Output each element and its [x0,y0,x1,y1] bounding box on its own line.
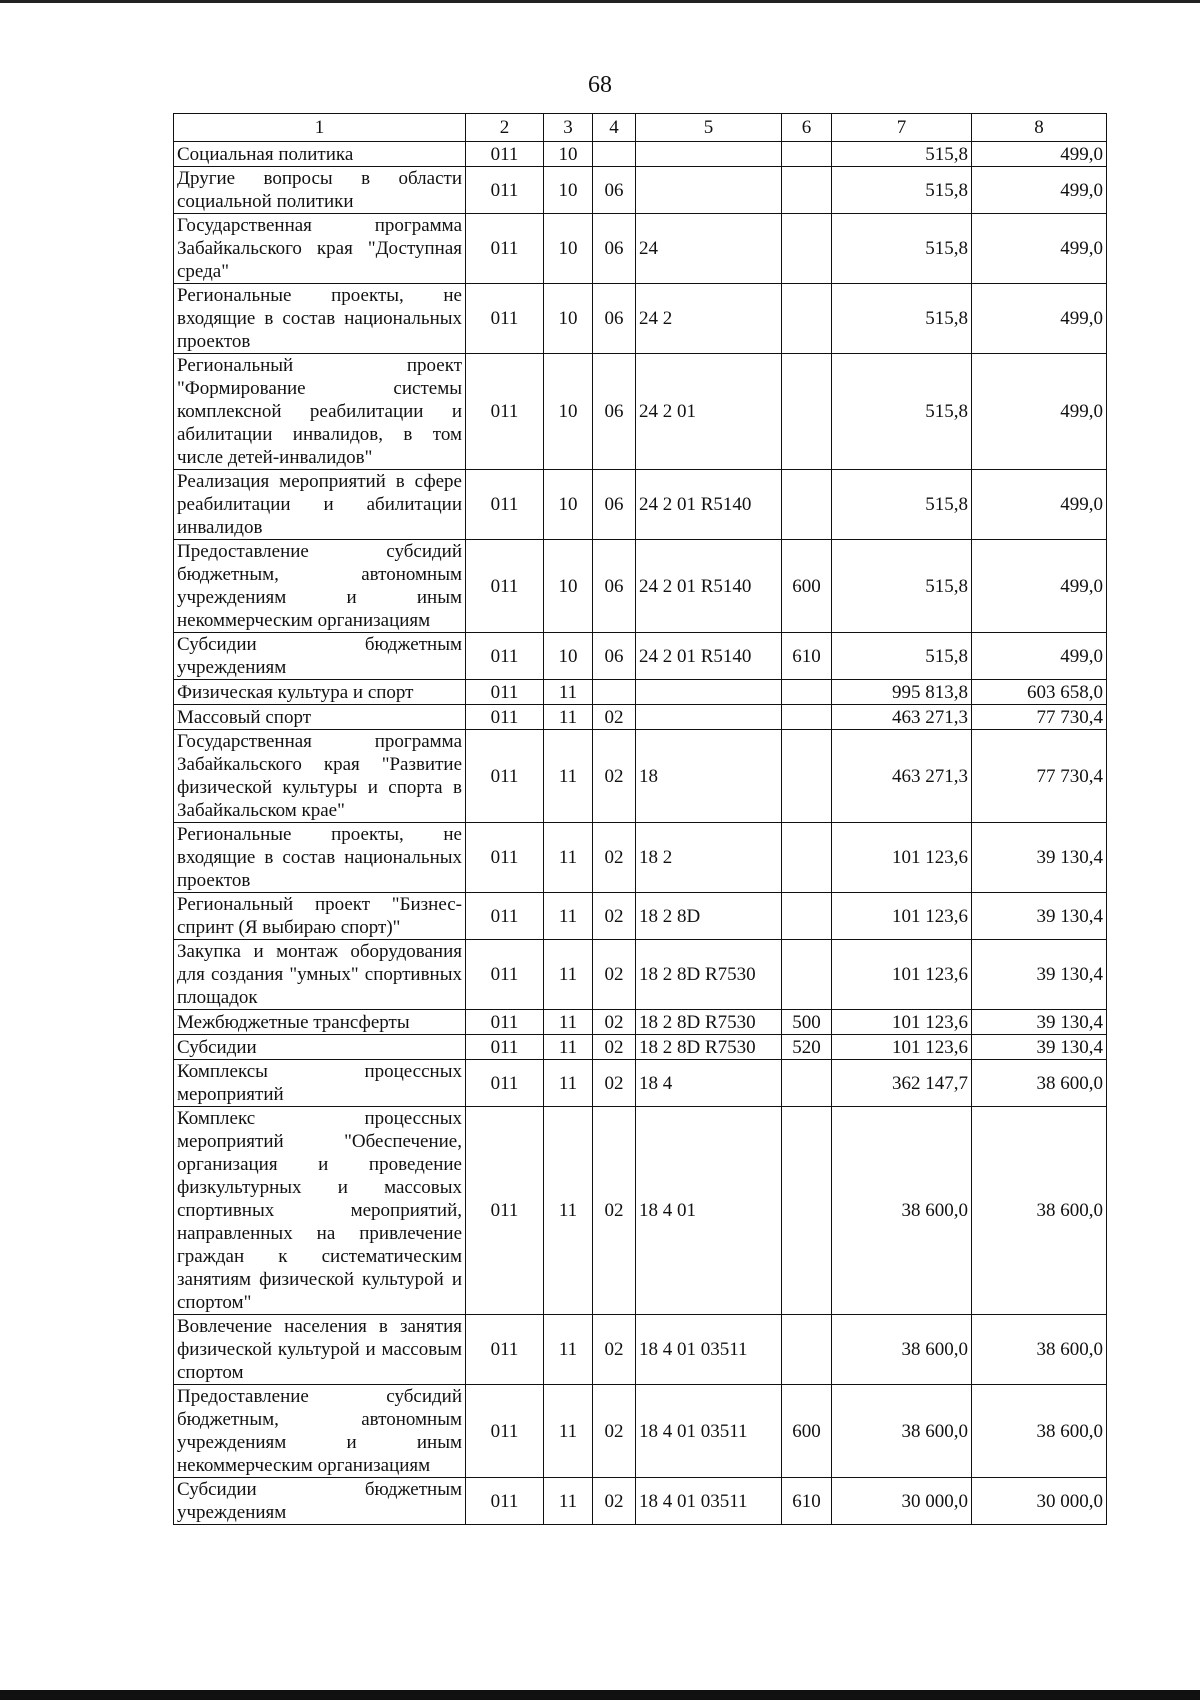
row-description: Региональные проекты, не входящие в состав национальных проектов [174,823,466,893]
col6-expense-type [782,680,832,705]
column-header: 2 [466,114,544,142]
row-description: Предоставление субсидий бюджетным, автономным учреждениям и иным некоммерческим организациям [174,540,466,633]
col4-subsection: 06 [593,214,636,284]
row-description: Государственная программа Забайкальского края "Доступная среда" [174,214,466,284]
col7-amount: 38 600,0 [832,1107,972,1315]
col4-subsection: 02 [593,1478,636,1525]
col5-target-article: 18 4 01 03511 [636,1478,782,1525]
col8-amount: 77 730,4 [972,705,1107,730]
col6-expense-type [782,730,832,823]
row-description: Другие вопросы в области социальной политики [174,167,466,214]
col3-section: 10 [544,354,593,470]
col2-code: 011 [466,214,544,284]
col7-amount: 101 123,6 [832,823,972,893]
col4-subsection [593,680,636,705]
row-description: Вовлечение населения в занятия физической культурой и массовым спортом [174,1315,466,1385]
col6-expense-type: 520 [782,1035,832,1060]
col7-amount: 995 813,8 [832,680,972,705]
table-row [174,730,1107,823]
table-row [174,1010,1107,1035]
col7-amount: 515,8 [832,167,972,214]
col3-section: 10 [544,214,593,284]
col8-amount: 499,0 [972,470,1107,540]
col4-subsection: 02 [593,705,636,730]
top-edge-rule [0,0,1200,3]
col3-section: 10 [544,540,593,633]
col2-code: 011 [466,284,544,354]
col6-expense-type [782,167,832,214]
col4-subsection: 02 [593,1385,636,1478]
col3-section: 11 [544,1035,593,1060]
col8-amount: 499,0 [972,540,1107,633]
col8-amount: 499,0 [972,284,1107,354]
col5-target-article: 18 2 8D [636,893,782,940]
table-header [174,114,1107,142]
col7-amount: 515,8 [832,284,972,354]
col2-code: 011 [466,167,544,214]
table-row [174,940,1107,1010]
col5-target-article: 18 4 01 03511 [636,1385,782,1478]
col4-subsection: 02 [593,1060,636,1107]
col6-expense-type [782,1315,832,1385]
column-header: 4 [593,114,636,142]
row-description: Региональный проект "Формирование системы комплексной реабилитации и абилитации инвалидов, в том числе детей-инвалидов" [174,354,466,470]
row-description: Реализация мероприятий в сфере реабилитации и абилитации инвалидов [174,470,466,540]
column-header: 1 [174,114,466,142]
col4-subsection: 06 [593,284,636,354]
column-header: 8 [972,114,1107,142]
col7-amount: 101 123,6 [832,1035,972,1060]
col5-target-article: 24 2 01 R5140 [636,540,782,633]
table-row [174,1478,1107,1525]
col3-section: 11 [544,1010,593,1035]
bottom-edge-rule [0,1690,1200,1700]
col4-subsection: 02 [593,1010,636,1035]
col8-amount: 38 600,0 [972,1107,1107,1315]
col5-target-article: 24 [636,214,782,284]
col6-expense-type [782,1060,832,1107]
col5-target-article: 18 2 8D R7530 [636,1035,782,1060]
col6-expense-type: 600 [782,1385,832,1478]
column-header: 7 [832,114,972,142]
col4-subsection: 02 [593,1107,636,1315]
col3-section: 11 [544,1315,593,1385]
table-row [174,284,1107,354]
table-row [174,167,1107,214]
row-description: Закупка и монтаж оборудования для создания "умных" спортивных площадок [174,940,466,1010]
col8-amount: 499,0 [972,214,1107,284]
col2-code: 011 [466,1060,544,1107]
table-row [174,1107,1107,1315]
col6-expense-type: 610 [782,633,832,680]
col3-section: 10 [544,633,593,680]
col8-amount: 38 600,0 [972,1060,1107,1107]
col8-amount: 499,0 [972,354,1107,470]
col4-subsection: 06 [593,167,636,214]
row-description: Субсидии бюджетным учреждениям [174,633,466,680]
col8-amount: 38 600,0 [972,1315,1107,1385]
col4-subsection: 02 [593,823,636,893]
col6-expense-type [782,823,832,893]
col8-amount: 30 000,0 [972,1478,1107,1525]
col8-amount: 499,0 [972,167,1107,214]
col3-section: 11 [544,730,593,823]
col6-expense-type [782,214,832,284]
col6-expense-type [782,470,832,540]
col3-section: 11 [544,705,593,730]
col6-expense-type [782,1107,832,1315]
col2-code: 011 [466,1010,544,1035]
page-number: 68 [588,72,612,98]
col8-amount: 77 730,4 [972,730,1107,823]
col7-amount: 515,8 [832,470,972,540]
col7-amount: 38 600,0 [832,1315,972,1385]
col7-amount: 515,8 [832,633,972,680]
col7-amount: 515,8 [832,142,972,167]
col4-subsection: 02 [593,940,636,1010]
col5-target-article: 18 4 01 [636,1107,782,1315]
table-row [174,705,1107,730]
col2-code: 011 [466,1035,544,1060]
table-row [174,354,1107,470]
col8-amount: 39 130,4 [972,893,1107,940]
col3-section: 11 [544,893,593,940]
table-row [174,540,1107,633]
col2-code: 011 [466,823,544,893]
col6-expense-type [782,705,832,730]
col8-amount: 39 130,4 [972,1010,1107,1035]
col3-section: 11 [544,1060,593,1107]
table-row [174,1385,1107,1478]
row-description: Массовый спорт [174,705,466,730]
col5-target-article: 24 2 01 R5140 [636,470,782,540]
col3-section: 11 [544,1478,593,1525]
column-header: 3 [544,114,593,142]
table-body [174,142,1107,1525]
col7-amount: 362 147,7 [832,1060,972,1107]
col4-subsection: 02 [593,893,636,940]
column-header: 5 [636,114,782,142]
col2-code: 011 [466,680,544,705]
row-description: Государственная программа Забайкальского края "Развитие физической культуры и спорта в Забайкальском крае" [174,730,466,823]
table-row [174,633,1107,680]
table-row [174,1315,1107,1385]
col7-amount: 463 271,3 [832,705,972,730]
col6-expense-type: 610 [782,1478,832,1525]
col3-section: 10 [544,167,593,214]
col4-subsection: 06 [593,470,636,540]
col3-section: 11 [544,1107,593,1315]
col3-section: 10 [544,470,593,540]
col7-amount: 101 123,6 [832,893,972,940]
col6-expense-type [782,893,832,940]
col5-target-article: 18 2 8D R7530 [636,940,782,1010]
table-row [174,214,1107,284]
col3-section: 11 [544,680,593,705]
row-description: Региональные проекты, не входящие в состав национальных проектов [174,284,466,354]
col2-code: 011 [466,633,544,680]
col7-amount: 38 600,0 [832,1385,972,1478]
header-row [174,114,1107,142]
col6-expense-type [782,354,832,470]
col2-code: 011 [466,142,544,167]
col2-code: 011 [466,1478,544,1525]
col5-target-article: 18 4 01 03511 [636,1315,782,1385]
col4-subsection: 02 [593,1315,636,1385]
table-row [174,893,1107,940]
row-description: Субсидии [174,1035,466,1060]
col5-target-article [636,167,782,214]
col5-target-article: 18 2 [636,823,782,893]
col2-code: 011 [466,705,544,730]
col2-code: 011 [466,1385,544,1478]
col6-expense-type: 500 [782,1010,832,1035]
col6-expense-type: 600 [782,540,832,633]
col8-amount: 39 130,4 [972,823,1107,893]
row-description: Субсидии бюджетным учреждениям [174,1478,466,1525]
col5-target-article [636,705,782,730]
col7-amount: 101 123,6 [832,940,972,1010]
row-description: Социальная политика [174,142,466,167]
col4-subsection [593,142,636,167]
col3-section: 10 [544,284,593,354]
col5-target-article [636,680,782,705]
table-row [174,470,1107,540]
col3-section: 11 [544,940,593,1010]
col3-section: 11 [544,823,593,893]
row-description: Межбюджетные трансферты [174,1010,466,1035]
col5-target-article: 24 2 [636,284,782,354]
col2-code: 011 [466,1107,544,1315]
table-row [174,1035,1107,1060]
row-description: Предоставление субсидий бюджетным, автономным учреждениям и иным некоммерческим организациям [174,1385,466,1478]
col7-amount: 515,8 [832,354,972,470]
row-description: Комплекс процессных мероприятий "Обеспечение, организация и проведение физкультурных и массовых спортивных мероприятий, направленных на привлечение граждан к систематическим занятиям физической культурой и спортом" [174,1107,466,1315]
col2-code: 011 [466,940,544,1010]
col2-code: 011 [466,1315,544,1385]
column-header: 6 [782,114,832,142]
col6-expense-type [782,142,832,167]
col6-expense-type [782,940,832,1010]
col2-code: 011 [466,730,544,823]
col4-subsection: 02 [593,1035,636,1060]
col4-subsection: 02 [593,730,636,823]
col7-amount: 101 123,6 [832,1010,972,1035]
col4-subsection: 06 [593,633,636,680]
col5-target-article [636,142,782,167]
col4-subsection: 06 [593,540,636,633]
col5-target-article: 18 4 [636,1060,782,1107]
col8-amount: 38 600,0 [972,1385,1107,1478]
row-description: Физическая культура и спорт [174,680,466,705]
row-description: Региональный проект "Бизнес-спринт (Я выбираю спорт)" [174,893,466,940]
col8-amount: 499,0 [972,142,1107,167]
budget-table [173,113,1107,1525]
col5-target-article: 18 2 8D R7530 [636,1010,782,1035]
col2-code: 011 [466,470,544,540]
col5-target-article: 24 2 01 [636,354,782,470]
col3-section: 10 [544,142,593,167]
col8-amount: 499,0 [972,633,1107,680]
col2-code: 011 [466,893,544,940]
col8-amount: 603 658,0 [972,680,1107,705]
col5-target-article: 18 [636,730,782,823]
col6-expense-type [782,284,832,354]
col8-amount: 39 130,4 [972,940,1107,1010]
col2-code: 011 [466,354,544,470]
table-row [174,1060,1107,1107]
col8-amount: 39 130,4 [972,1035,1107,1060]
table-row [174,142,1107,167]
col7-amount: 515,8 [832,540,972,633]
col2-code: 011 [466,540,544,633]
row-description: Комплексы процессных мероприятий [174,1060,466,1107]
col7-amount: 515,8 [832,214,972,284]
col5-target-article: 24 2 01 R5140 [636,633,782,680]
table-row [174,823,1107,893]
table-row [174,680,1107,705]
col7-amount: 30 000,0 [832,1478,972,1525]
col4-subsection: 06 [593,354,636,470]
col3-section: 11 [544,1385,593,1478]
col7-amount: 463 271,3 [832,730,972,823]
